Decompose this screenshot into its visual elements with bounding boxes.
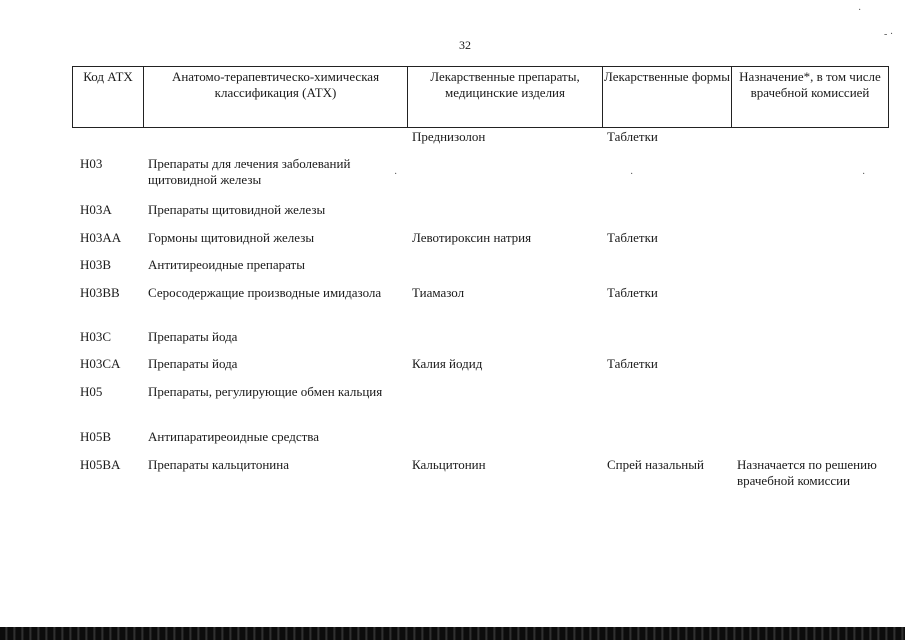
form-cell: Таблетки — [607, 356, 658, 371]
code-cell: H03B — [80, 257, 112, 272]
scan-speck: - · — [884, 29, 894, 40]
scan-edge-bar — [0, 627, 905, 640]
classification-cell: Препараты для лечения заболеваний щитовидной железы — [148, 156, 351, 187]
drug-cell: Кальцитонин — [412, 457, 486, 472]
header-classification: Анатомо-терапевтическо-химическая классификация (АТХ) — [143, 67, 407, 127]
drug-cell: Левотироксин натрия — [412, 230, 532, 245]
form-cell: Таблетки — [607, 285, 658, 300]
note-cell: Назначается по решению врачебной комиссии — [737, 457, 877, 488]
drug-cell: Тиамазол — [412, 285, 465, 300]
code-cell: H03AA — [80, 230, 122, 245]
classification-cell: Препараты щитовидной железы — [148, 202, 326, 217]
classification-cell: Серосодержащие производные имидазола — [148, 285, 382, 300]
classification-cell: Антипаратиреоидные средства — [148, 429, 320, 444]
code-cell: H03BB — [80, 285, 120, 300]
classification-cell: Антитиреоидные препараты — [148, 257, 305, 272]
code-cell: H03A — [80, 202, 112, 217]
code-cell: H05 — [80, 384, 103, 399]
scan-speck: · — [394, 169, 398, 180]
scan-speck: · — [862, 169, 866, 180]
scan-speck: · — [858, 5, 862, 16]
code-cell: H03CA — [80, 356, 121, 371]
page-number: 32 — [459, 38, 471, 52]
form-cell: Таблетки — [607, 230, 658, 245]
classification-cell: Препараты йода — [148, 329, 238, 344]
code-cell: H03C — [80, 329, 112, 344]
header-forms: Лекарственные формы — [602, 67, 731, 127]
header-code: Код АТХ — [83, 69, 133, 84]
code-cell: H03 — [80, 156, 103, 171]
form-cell: Спрей назальный — [607, 457, 704, 472]
code-cell: H05BA — [80, 457, 121, 472]
header-drugs: Лекарственные препараты, медицинские изделия — [407, 67, 602, 127]
code-cell: H05B — [80, 429, 112, 444]
scan-speck: · — [630, 169, 634, 180]
form-cell: Таблетки — [607, 129, 658, 144]
drug-cell: Преднизолон — [412, 129, 486, 144]
classification-cell: Препараты, регулирующие обмен кальция — [148, 384, 383, 399]
classification-cell: Гормоны щитовидной железы — [148, 230, 315, 245]
classification-cell: Препараты кальцитонина — [148, 457, 289, 472]
table-header — [72, 66, 889, 128]
drug-cell: Калия йодид — [412, 356, 483, 371]
classification-cell: Препараты йода — [148, 356, 238, 371]
header-prescription: Назначение*, в том числе врачебной комиссией — [731, 67, 888, 127]
